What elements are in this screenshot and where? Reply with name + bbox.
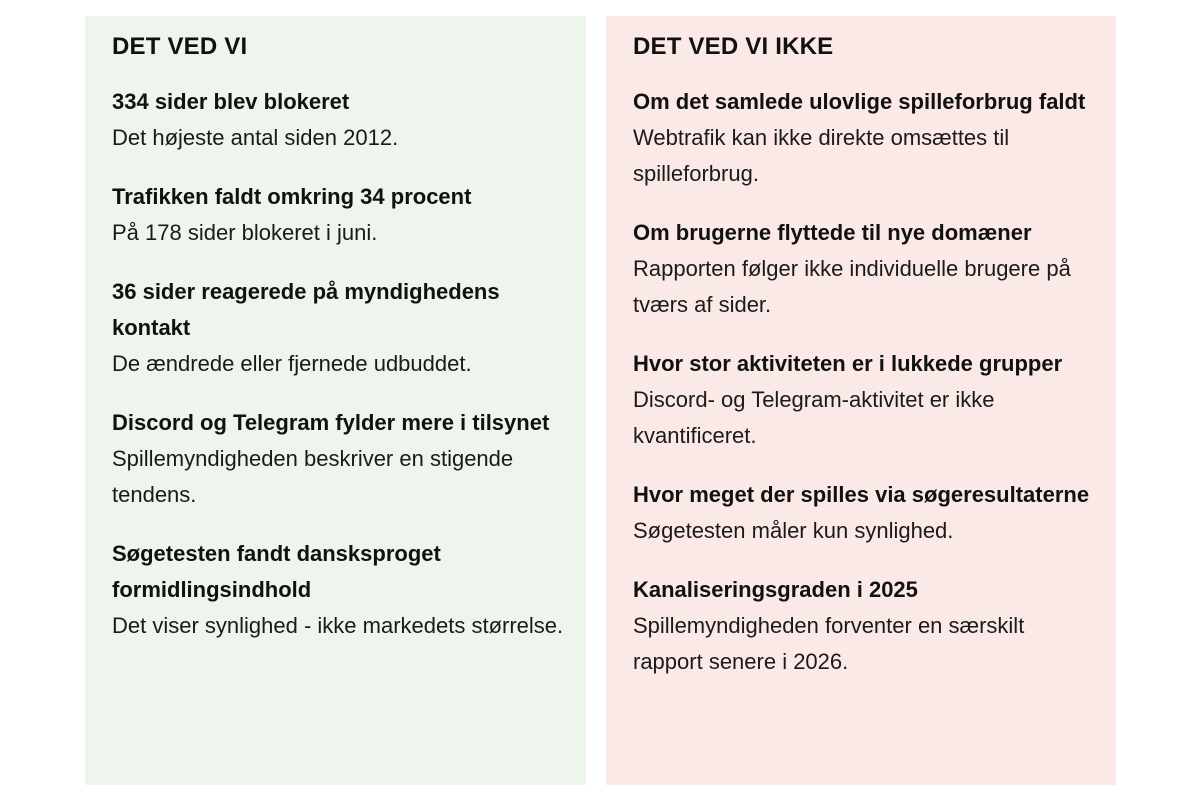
unknown-panel: [606, 16, 1116, 785]
known-item-text: På 178 sider blokeret i juni.: [112, 220, 378, 245]
unknown-item: [633, 572, 1100, 680]
known-item-title: 334 sider blev blokeret: [112, 89, 350, 114]
known-item-title: Discord og Telegram fylder mere i tilsynet: [112, 410, 550, 435]
known-item: [112, 179, 570, 251]
unknown-item-text: Rapporten følger ikke individuelle brugere på tværs af sider.: [633, 256, 1071, 317]
known-panel-content: [85, 32, 586, 644]
unknown-item-text: Spillemyndigheden forventer en særskilt rapport senere i 2026.: [633, 613, 1025, 674]
unknown-item-title: Kanaliseringsgraden i 2025: [633, 577, 918, 602]
known-item-text: De ændrede eller fjernede udbuddet.: [112, 351, 472, 376]
unknown-item: [633, 215, 1100, 323]
known-item: [112, 274, 570, 382]
known-item-title: Trafikken faldt omkring 34 procent: [112, 184, 472, 209]
known-item-text: Spillemyndigheden beskriver en stigende tendens.: [112, 446, 514, 507]
known-item-title: 36 sider reagerede på myndighedens kontakt: [112, 279, 500, 340]
unknown-item-title: Hvor stor aktiviteten er i lukkede grupper: [633, 351, 1063, 376]
unknown-item-title: Om brugerne flyttede til nye domæner: [633, 220, 1032, 245]
known-item: [112, 405, 570, 513]
unknown-heading: DET VED VI IKKE: [633, 33, 834, 60]
unknown-item: [633, 84, 1100, 192]
unknown-panel-content: [606, 32, 1116, 680]
unknown-item-title: Om det samlede ulovlige spilleforbrug faldt: [633, 89, 1086, 114]
known-item-text: Det viser synlighed - ikke markedets størrelse.: [112, 613, 564, 638]
unknown-item-text: Webtrafik kan ikke direkte omsættes til spilleforbrug.: [633, 125, 1010, 186]
unknown-item: [633, 477, 1100, 549]
known-item: [112, 536, 570, 644]
unknown-item: [633, 346, 1100, 454]
known-item-text: Det højeste antal siden 2012.: [112, 125, 399, 150]
known-item: [112, 84, 570, 156]
known-item-title: Søgetesten fandt dansksproget formidlingsindhold: [112, 541, 441, 602]
known-heading: DET VED VI: [112, 33, 248, 60]
unknown-item-text: Discord- og Telegram-aktivitet er ikke kvantificeret.: [633, 387, 995, 448]
known-panel: [85, 16, 586, 785]
unknown-item-title: Hvor meget der spilles via søgeresultaterne: [633, 482, 1090, 507]
unknown-item-text: Søgetesten måler kun synlighed.: [633, 518, 954, 543]
